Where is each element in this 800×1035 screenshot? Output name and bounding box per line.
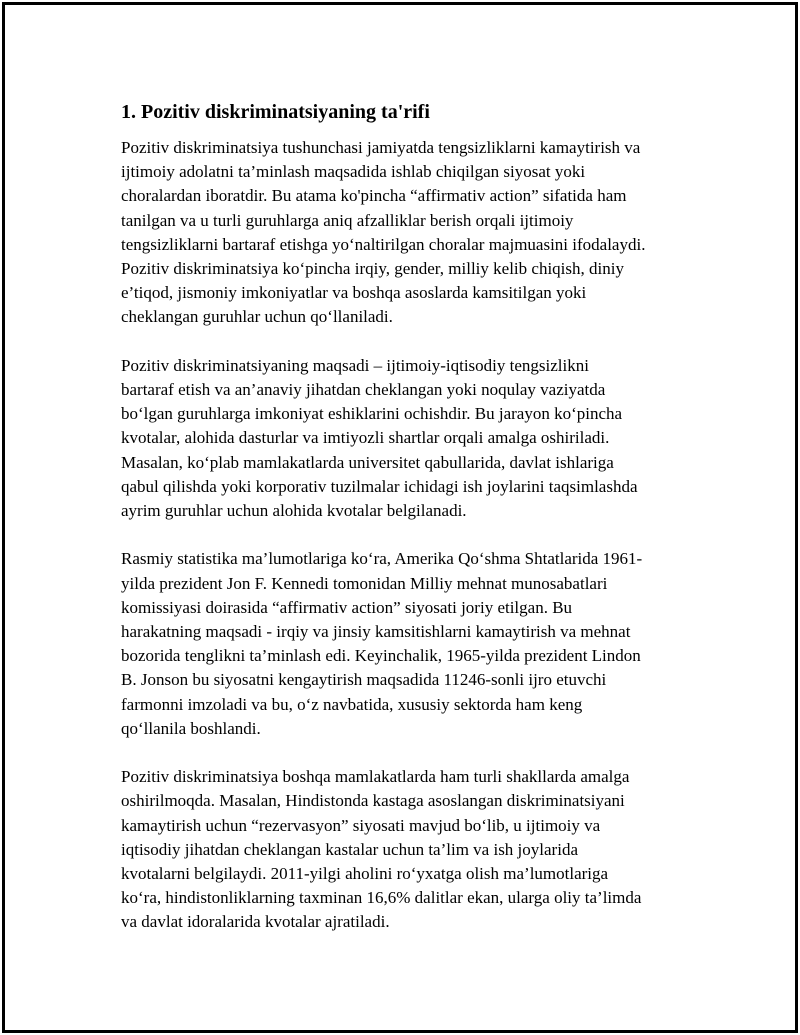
text-line: Pozitiv diskriminatsiya boshqa mamlakatlarda ham turli shakllarda amalga [121,767,630,787]
paragraph-2 [121,354,701,523]
text-line: cheklangan guruhlar uchun qo‘llaniladi. [121,307,393,327]
text-line: Pozitiv diskriminatsiya tushunchasi jamiyatda tengsizliklarni kamaytirish va [121,138,641,157]
text-line: komissiyasi doirasida “affirmativ action” siyosati joriy etilgan. Bu [121,597,573,617]
page-frame [2,2,798,1033]
text-line: farmonni imzoladi va bu, o‘z navbatida, xususiy sektorda ham keng [121,694,583,714]
text-line: ayrim guruhlar uchun alohida kvotalar belgilanadi. [121,501,467,521]
text-line: oshirilmoqda. Masalan, Hindistonda kastaga asoslangan diskriminatsiyani [121,791,625,811]
text-line: qo‘llanila boshlandi. [121,718,261,738]
text-line: bartaraf etish va an’anaviy jihatdan cheklangan yoki noqulay vaziyatda [121,380,606,400]
text-line: tanilgan va u turli guruhlarga aniq afzalliklar berish orqali ijtimoiy [121,210,574,230]
paragraph-3 [121,547,701,741]
text-line: Masalan, ko‘plab mamlakatlarda universitet qabullarida, davlat ishlariga [121,452,614,472]
paragraph-1 [121,136,701,330]
text-line: kvotalar, alohida dasturlar va imtiyozli shartlar orqali amalga oshiriladi. [121,428,610,448]
text-line: bo‘lgan guruhlarga imkoniyat eshiklarini ochishdir. Bu jarayon ko‘pincha [121,404,623,424]
text-line: choralardan iboratdir. Bu atama ko'pincha “affirmativ action” sifatida ham [121,186,627,206]
text-line: tengsizliklarni bartaraf etishga yo‘naltirilgan choralar majmuasini ifodalaydi. [121,234,646,254]
document-body [121,97,701,935]
text-line: e’tiqod, jismoniy imkoniyatlar va boshqa asoslarda kamsitilgan yoki [121,283,587,303]
text-line: B. Jonson bu siyosatni kengaytirish maqsadida 11246-sonli ijro etuvchi [121,670,607,690]
text-line: bozorida tenglikni ta’minlash edi. Keyinchalik, 1965-yilda prezident Lindon [121,646,641,666]
text-line: ko‘ra, hindistonliklarning taxminan 16,6% dalitlar ekan, ularga oliy ta’limda [121,888,642,908]
text-line: kamaytirish uchun “rezervasyon” siyosati mavjud bo‘lib, u ijtimoiy va [121,815,601,835]
text-line: Pozitiv diskriminatsiyaning maqsadi – ijtimoiy-iqtisodiy tengsizlikni [121,355,589,375]
text-line: iqtisodiy jihatdan cheklangan kastalar uchun ta’lim va ish joylarida [121,839,578,859]
text-line: va davlat idoralarida kvotalar ajratiladi. [121,912,390,932]
text-line: harakatning maqsadi - irqiy va jinsiy kamsitishlarni kamaytirish va mehnat [121,622,631,642]
text-line: Pozitiv diskriminatsiya ko‘pincha irqiy, gender, milliy kelib chiqish, diniy [121,259,624,279]
paragraph-container [121,136,701,935]
text-line: Rasmiy statistika ma’lumotlariga ko‘ra, Amerika Qo‘shma Shtatlarida 1961- [121,549,643,569]
section-heading: 1. Pozitiv diskriminatsiyaning ta'rifi [121,101,430,123]
paragraph-4 [121,765,701,934]
text-line: kvotalarni belgilaydi. 2011-yilgi aholini ro‘yxatga olish ma’lumotlariga [121,864,609,884]
text-line: yilda prezident Jon F. Kennedi tomonidan Milliy mehnat munosabatlari [121,573,608,593]
text-line: qabul qilishda yoki korporativ tuzilmalar ichidagi ish joylarini taqsimlashda [121,476,638,496]
text-line: ijtimoiy adolatni ta’minlash maqsadida ishlab chiqilgan siyosat yoki [121,162,586,182]
